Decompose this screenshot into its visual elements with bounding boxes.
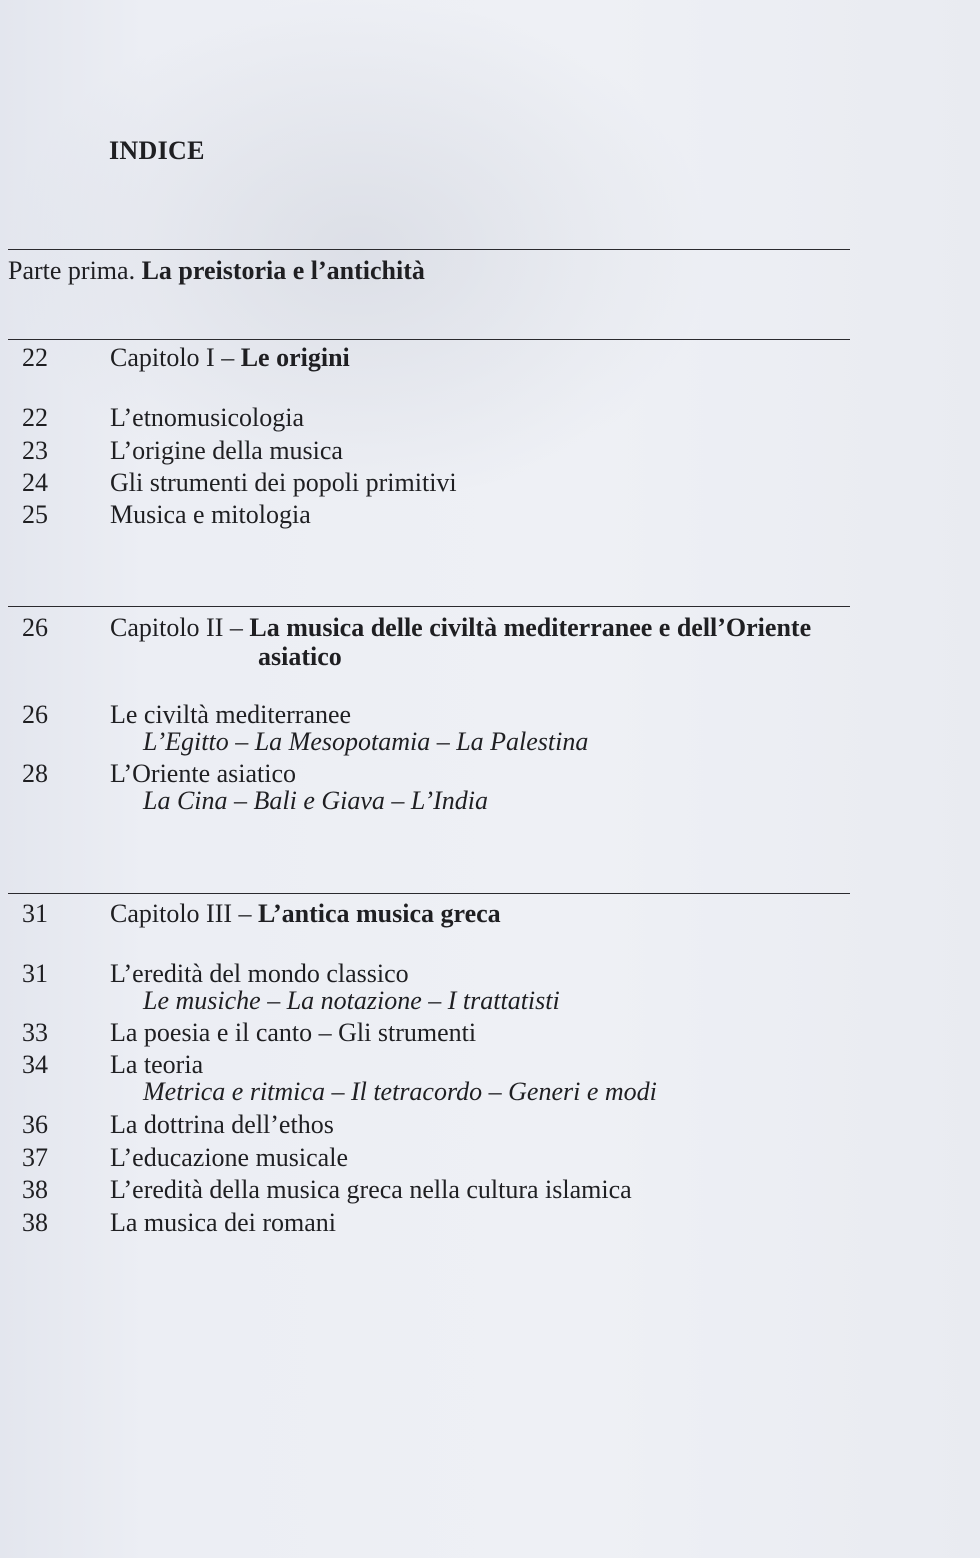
entry-page-number: 37	[22, 1143, 48, 1172]
entry-page-number: 24	[22, 468, 48, 497]
entry-page-number: 26	[22, 700, 48, 729]
chapter-divider	[8, 606, 850, 607]
entry-page-number: 25	[22, 500, 48, 529]
toc-entry: L’eredità del mondo classico	[110, 959, 409, 988]
chapter-page-number: 26	[22, 613, 48, 642]
chapter-heading	[110, 613, 811, 643]
chapter-heading	[110, 343, 350, 373]
chapter-title-continuation: asiatico	[258, 642, 342, 671]
entry-page-number: 28	[22, 759, 48, 788]
toc-entry: L’eredità della musica greca nella cultura islamica	[110, 1175, 632, 1204]
part-title: La preistoria e l’antichità	[141, 256, 425, 285]
part-heading	[8, 256, 425, 286]
entry-page-number: 23	[22, 436, 48, 465]
toc-entry: L’educazione musicale	[110, 1143, 348, 1172]
toc-subentry: La Cina – Bali e Giava – L’India	[143, 786, 488, 815]
chapter-heading	[110, 899, 501, 929]
toc-subentry: L’Egitto – La Mesopotamia – La Palestina	[143, 727, 589, 756]
entry-page-number: 38	[22, 1208, 48, 1237]
toc-entry: Gli strumenti dei popoli primitivi	[110, 468, 457, 497]
toc-subentry: Metrica e ritmica – Il tetracordo – Generi e modi	[143, 1077, 657, 1106]
entry-page-number: 36	[22, 1110, 48, 1139]
toc-entry: L’Oriente asiatico	[110, 759, 297, 788]
toc-subentry: Le musiche – La notazione – I trattatisti	[143, 986, 560, 1015]
entry-page-number: 22	[22, 403, 48, 432]
toc-entry: Musica e mitologia	[110, 500, 311, 529]
toc-entry: La dottrina dell’ethos	[110, 1110, 334, 1139]
toc-entry: Le civiltà mediterranee	[110, 700, 352, 729]
chapter-title: L’antica musica greca	[258, 899, 501, 928]
entry-page-number: 31	[22, 959, 48, 988]
entry-page-number: 34	[22, 1050, 48, 1079]
toc-entry: L’etnomusicologia	[110, 403, 305, 432]
entry-page-number: 33	[22, 1018, 48, 1047]
chapter-prefix: Capitolo III –	[110, 899, 252, 928]
chapter-title: La musica delle civiltà mediterranee e dell’Oriente	[249, 613, 812, 642]
part-divider	[8, 249, 850, 250]
chapter-divider	[8, 339, 850, 340]
part-label: Parte prima.	[8, 256, 136, 285]
toc-entry: La teoria	[110, 1050, 204, 1079]
entry-page-number: 38	[22, 1175, 48, 1204]
toc-entry: La poesia e il canto – Gli strumenti	[110, 1018, 477, 1047]
chapter-page-number: 31	[22, 899, 48, 928]
toc-entry: L’origine della musica	[110, 436, 343, 465]
chapter-prefix: Capitolo I –	[110, 343, 235, 372]
page-title: INDICE	[109, 136, 205, 165]
chapter-divider	[8, 893, 850, 894]
chapter-title: Le origini	[240, 343, 350, 372]
chapter-page-number: 22	[22, 343, 48, 372]
chapter-prefix: Capitolo II –	[110, 613, 243, 642]
toc-entry: La musica dei romani	[110, 1208, 336, 1237]
